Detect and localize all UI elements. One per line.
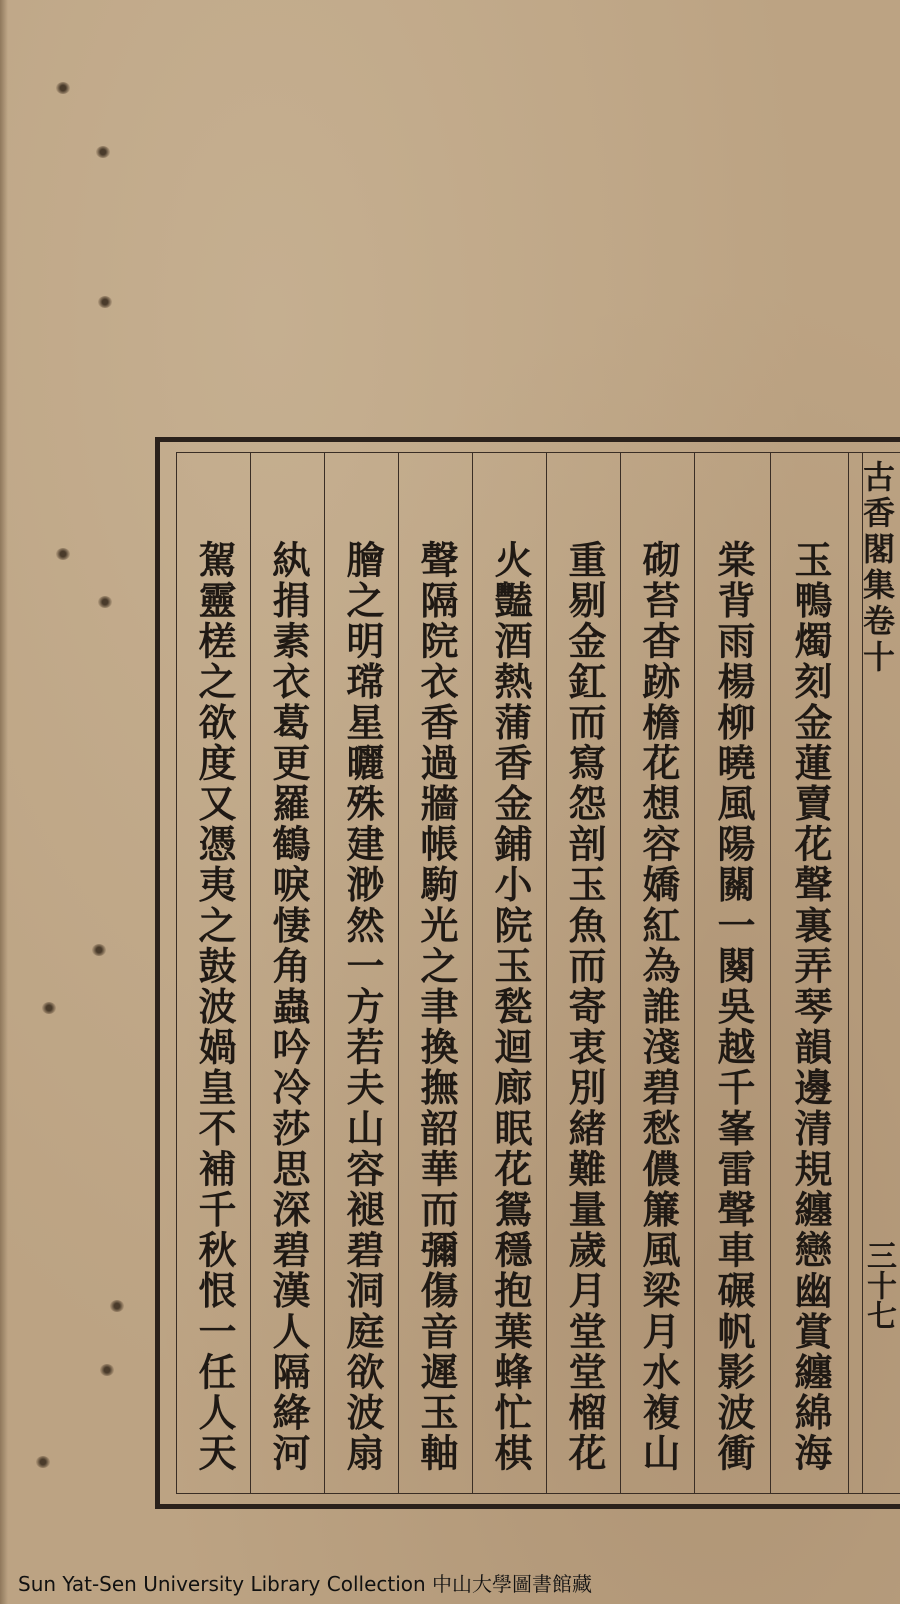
column-rule [848, 452, 849, 1494]
text-column: 駕靈槎之欲度又憑夷之鼓波媧皇不補千秋恨一任人天 [192, 540, 237, 1474]
binding-hole [100, 1364, 114, 1376]
text-column: 火豔酒熱蒲香金鋪小院玉甃迴廊眠花鴛穩抱葉蜂忙棋 [488, 540, 533, 1474]
text-column: 膾之明瑺星曬殊建渺然一方若夫山容褪碧洞庭欲波扇 [340, 540, 385, 1474]
text-column: 棠背雨楊柳曉風陽關一闋吳越千峯雷聲車碾帆影波衝 [711, 540, 756, 1474]
binding-hole [98, 296, 112, 308]
column-rule [770, 452, 771, 1494]
binding-hole [98, 596, 112, 608]
text-column: 聲隔院衣香過牆帳駒光之聿換撫韶華而彌傷音遲玉軸 [414, 540, 459, 1474]
binding-hole [96, 146, 110, 158]
column-rule [250, 452, 251, 1494]
text-column: 重剔金釭而寫怨剖玉魚而寄衷別緒難量歲月堂堂榴花 [562, 540, 607, 1474]
column-rule [472, 452, 473, 1494]
binding-hole [92, 944, 106, 956]
text-column: 紈捐素衣葛更羅鶴唳悽角蟲吟冷莎思深碧漢人隔絳河 [266, 540, 311, 1474]
page-edge [0, 0, 8, 1604]
column-rule [620, 452, 621, 1494]
binding-hole [56, 82, 70, 94]
column-rule [694, 452, 695, 1494]
column-rule [398, 452, 399, 1494]
column-rule [546, 452, 547, 1494]
text-column: 玉鴨燭刻金蓮賣花聲裏弄琴韻邊清規纏戀幽賞纏綿海 [788, 540, 833, 1474]
binding-hole [36, 1456, 50, 1468]
column-rule [324, 452, 325, 1494]
text-column: 砌苔杳跡檐花想容嬌紅為誰淺碧愁儂簾風梁月水複山 [636, 540, 681, 1474]
binding-hole [56, 548, 70, 560]
collection-caption: Sun Yat-Sen University Library Collection 中山大學圖書館藏 [18, 1572, 593, 1596]
book-title: 古香閣集卷十 [858, 460, 896, 676]
binding-hole [42, 1002, 56, 1014]
page-number: 三十七 [861, 1240, 896, 1330]
binding-hole [110, 1300, 124, 1312]
